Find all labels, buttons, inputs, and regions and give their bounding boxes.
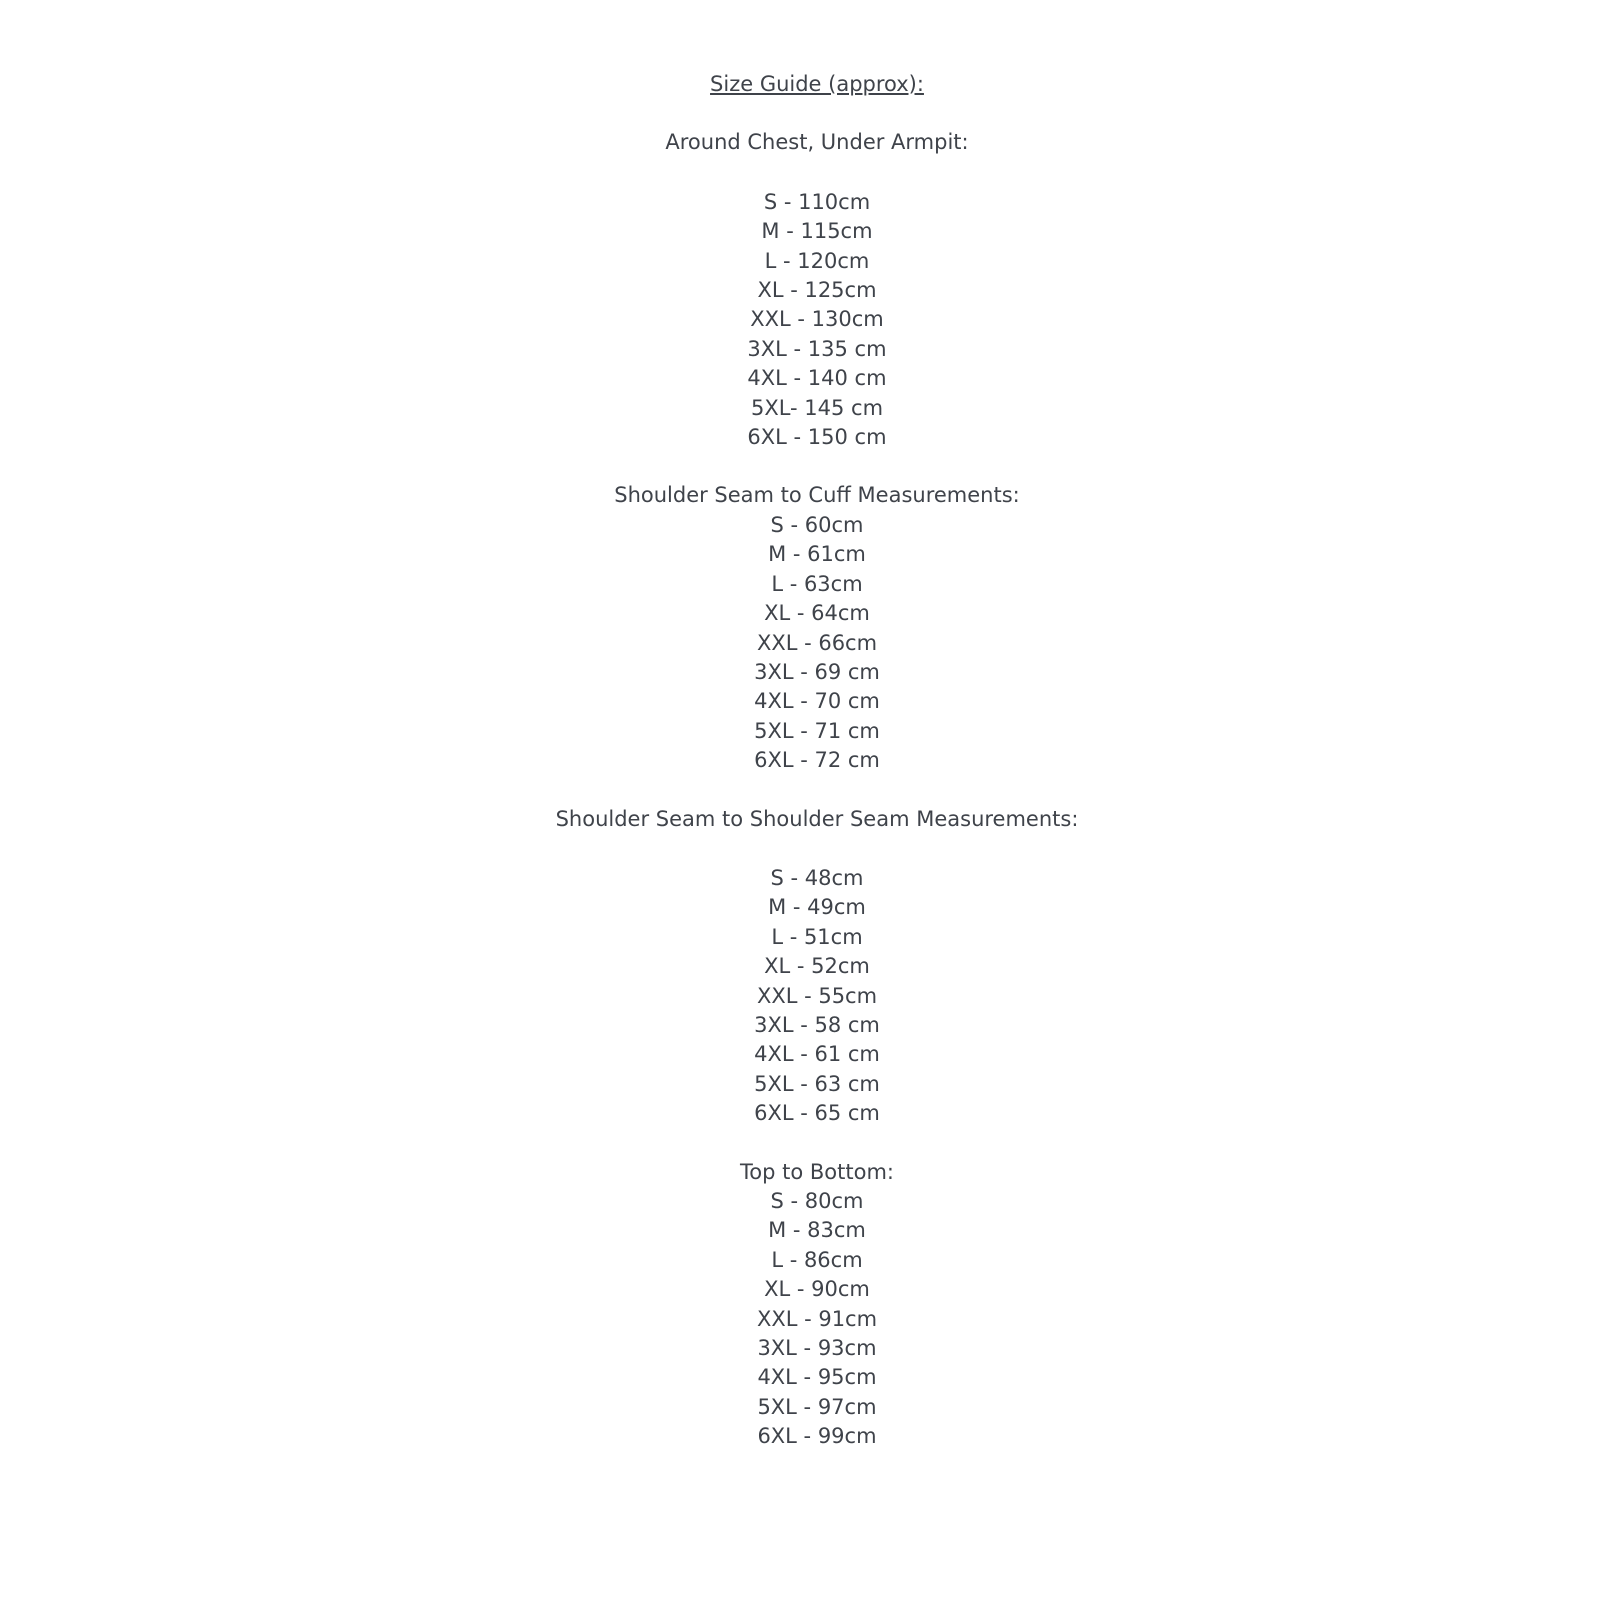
section-heading-top-to-bottom: Top to Bottom: xyxy=(740,1159,894,1184)
size-measurement-line: L - 120cm xyxy=(764,248,870,273)
section-shoulder-to-shoulder xyxy=(34,805,1600,1129)
size-list-top-to-bottom xyxy=(34,1187,1600,1452)
size-list-around-chest xyxy=(34,188,1600,453)
size-measurement-line: M - 61cm xyxy=(768,542,866,567)
size-measurement-line: 5XL - 97cm xyxy=(757,1394,877,1419)
section-heading-shoulder-to-shoulder: Shoulder Seam to Shoulder Seam Measurements: xyxy=(555,806,1079,831)
section-around-chest xyxy=(34,128,1600,452)
size-measurement-line: 3XL - 135 cm xyxy=(747,336,887,361)
size-measurement-line: L - 86cm xyxy=(771,1247,863,1272)
page-title: Size Guide (approx): xyxy=(710,72,924,96)
size-measurement-line: S - 110cm xyxy=(763,189,871,214)
size-measurement-line: 6XL - 65 cm xyxy=(754,1101,880,1126)
size-measurement-line: XXL - 66cm xyxy=(756,630,878,655)
size-measurement-line: M - 115cm xyxy=(761,219,873,244)
section-heading-shoulder-to-cuff: Shoulder Seam to Cuff Measurements: xyxy=(614,483,1020,508)
size-measurement-line: 6XL - 150 cm xyxy=(747,425,887,450)
size-measurement-line: 6XL - 99cm xyxy=(757,1424,877,1449)
size-measurement-line: XXL - 55cm xyxy=(756,983,878,1008)
size-measurement-line: 3XL - 93cm xyxy=(757,1336,877,1361)
size-measurement-line: 4XL - 61 cm xyxy=(754,1042,880,1067)
section-heading-around-chest: Around Chest, Under Armpit: xyxy=(665,130,969,155)
section-shoulder-to-cuff xyxy=(34,481,1600,775)
size-measurement-line: XL - 125cm xyxy=(757,278,877,303)
size-list-shoulder-to-cuff xyxy=(34,511,1600,776)
size-measurement-line: XL - 52cm xyxy=(764,954,870,979)
size-measurement-line: 4XL - 140 cm xyxy=(747,366,887,391)
size-measurement-line: 5XL - 71 cm xyxy=(754,718,880,743)
size-measurement-line: M - 83cm xyxy=(768,1218,866,1243)
size-measurement-line: S - 80cm xyxy=(770,1189,864,1213)
size-measurement-line: 3XL - 58 cm xyxy=(754,1012,880,1037)
size-measurement-line: L - 51cm xyxy=(771,924,863,949)
size-list-shoulder-to-shoulder xyxy=(34,864,1600,1129)
size-measurement-line: S - 60cm xyxy=(770,512,864,537)
size-measurement-line: XL - 64cm xyxy=(764,601,870,626)
size-measurement-line: L - 63cm xyxy=(771,571,863,596)
size-measurement-line: XL - 90cm xyxy=(764,1277,870,1302)
size-measurement-line: 3XL - 69 cm xyxy=(754,659,880,684)
size-measurement-line: S - 48cm xyxy=(770,865,864,890)
size-measurement-line: 4XL - 70 cm xyxy=(754,689,880,714)
size-measurement-line: 5XL - 63 cm xyxy=(754,1071,880,1096)
size-measurement-line: 5XL- 145 cm xyxy=(750,395,884,420)
size-measurement-line: XXL - 130cm xyxy=(750,307,884,332)
size-measurement-line: 4XL - 95cm xyxy=(757,1365,877,1390)
size-measurement-line: XXL - 91cm xyxy=(756,1306,878,1331)
size-measurement-line: M - 49cm xyxy=(768,895,866,920)
section-top-to-bottom xyxy=(34,1158,1600,1452)
size-measurement-line: 6XL - 72 cm xyxy=(754,748,880,773)
